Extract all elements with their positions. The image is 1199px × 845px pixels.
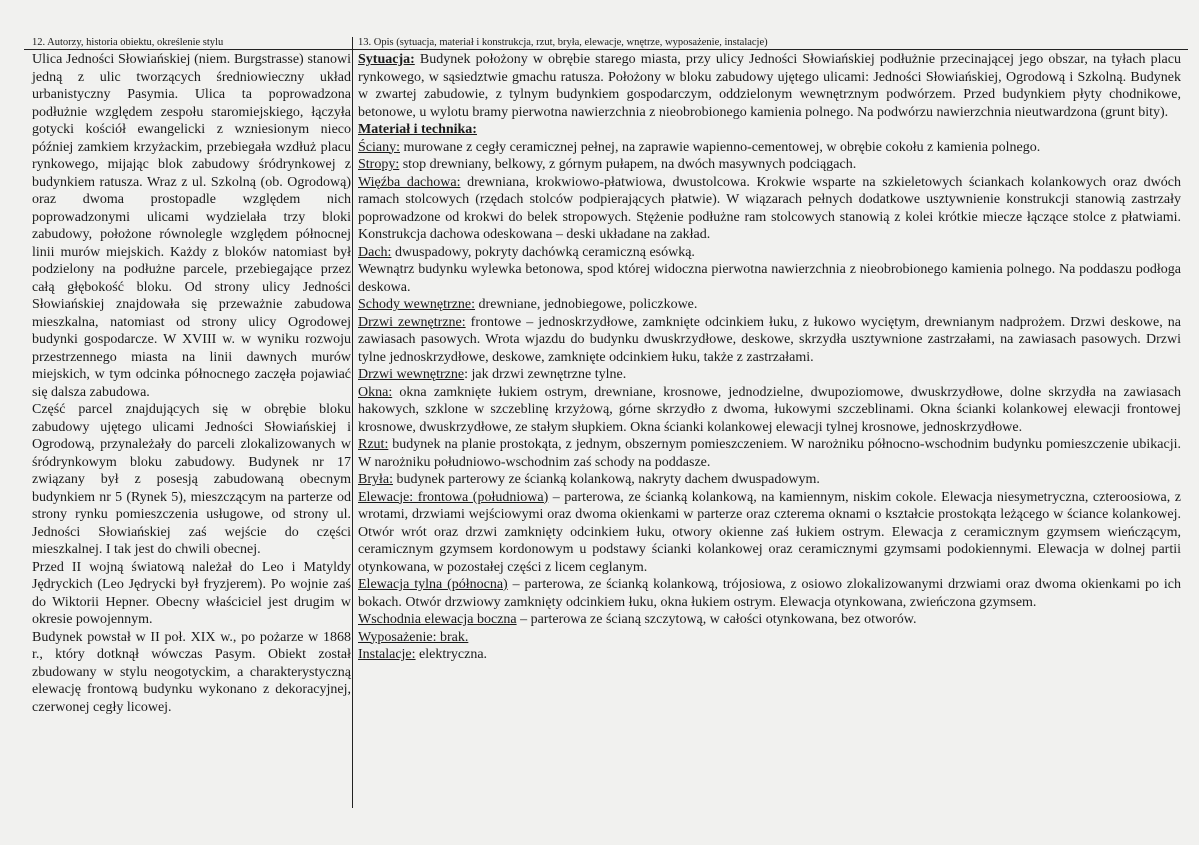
item-text: stop drewniany, belkowy, z górnym pułapem, na dwóch masywnych podciągach. (399, 157, 857, 172)
description-item (358, 646, 1181, 664)
description-item (358, 489, 1181, 577)
description-item (358, 156, 1181, 174)
description-item (358, 244, 1181, 262)
history-body (28, 49, 354, 716)
item-label: Stropy: (358, 157, 400, 172)
item-label: Elewacja tylna (północna) (358, 577, 508, 592)
description-items (358, 139, 1181, 664)
material-heading: Materiał i technika: (358, 122, 477, 137)
item-label: Dach: (358, 244, 392, 260)
item-label: Rzut: (358, 437, 389, 452)
item-label: Drzwi wewnętrzne (358, 367, 465, 382)
item-label: Ściany: (358, 139, 400, 155)
item-text: elektryczna. (415, 647, 488, 662)
situation-text: Budynek położony w obrębie starego miasta, przy ulicy Jedności Słowiańskiej podłużnie przecinającej jego obszar, na tyłach placu rynkowego, w sąsiedztwie gmachu ratusza. Położony w bloku zabudowy ujętego ulicami: Jedności Słowiańskiej, Ogrodową i Szkolną. Budynek w zwartej zabudowie, z tylnym budynkiem gospodarczym, oddzielonym wewnętrznym podwórzem. Przed budynkiem płyty chodnikowe, betonowe, u wylotu bramy pierwotna nawierzchnia z nieobrobionego kamienia polnego. Na podwórzu nawierzchnia nieutwardzona (grunt bity). (358, 52, 1181, 120)
item-label: Instalacje: (358, 647, 416, 662)
history-paragraph: Budynek powstał w II poł. XIX w., po pożarze w 1868 r., który dotknął wówczas Pasym. Obiekt został zbudowany w stylu neogotyckim, a charakterystyczną elewację frontową budynku wykonano z dekoracyjnej, czerwonej cegły licowej. (32, 629, 351, 715)
item-text: dwuspadowy, pokryty dachówką ceramiczną esówką. (391, 244, 695, 260)
item-text: Wewnątrz budynku wylewka betonowa, spod której widoczna pierwotna nawierzchnia z nieobrobionego kamienia polnego. Na poddaszu podłoga deskowa. (358, 262, 1181, 295)
description-item (358, 139, 1181, 157)
form-sheet (24, 37, 1188, 807)
item-label: Bryła: (358, 472, 393, 487)
situation-paragraph (358, 51, 1181, 121)
description-item (358, 471, 1181, 489)
item-label: Schody wewnętrzne: (358, 297, 476, 312)
description-item (358, 366, 1181, 384)
item-text: drewniana, krokwiowo-płatwiowa, dwustolcowa. Krokwie wsparte na szkieletowych ściankach kolankowych oraz dwóch ramach stolcowych (rzędach stolców podpierających płatwie). W wiązarach pełnych dodatkowe usztywnienie konstrukcji stanowią zastrzały poprowadzone od krokwi do belek stropowych. Stężenie podłużne ram stolcowych stanowią z kolei krótkie miecze łączące stolce z płatwiami. Konstrukcja dachowa odeskowana – deski układane na zakład. (358, 174, 1181, 242)
item-label: Okna: (358, 384, 393, 400)
item-label: Więźba dachowa: (358, 174, 461, 190)
item-text: – parterowa, ze ścianką kolankową, trójosiowa, z osiowo zlokalizowanymi drzwiami oraz dwoma okienkami po ich bokach. Otwór drzwiowy zamknięty odcinkiem łuku, okna łukiem ostrym. Elewacja otynkowana, zwieńczona gzymsem. (358, 577, 1182, 610)
item-label: Wyposażenie: brak. (358, 629, 469, 645)
history-paragraph: Przed II wojną światową należał do Leo i Matyldy Jędryckich (Leo Jędrycki był fryzjerem). Po wojnie zaś do Wiktorii Hepner. Obecny właściciel jest drugim w okresie powojennym. (32, 559, 351, 627)
item-text: – parterowa, ze ścianką kolankową, na kamiennym, niskim cokole. Elewacja niesymetryczna, czteroosiowa, z wrotami, drzwiami wejściowymi oraz dwoma okienkami w parterze oraz czterema oknami o kształcie prostokąta leżącego w ściance kolankowej. Otwór wrót oraz drzwi zamknięty odcinkiem łuku, otwory okienne zaś łukiem ostrym. Elewacja z ceramicznym gzymsem wieńczącym, ceramicznym gzymsem kordonowym u podstawy ścianki kolankowej oraz ceramicznymi gzymsami podokiennymi. Elewacja w dolnej partii otynkowana, w pozostałej części z licem ceglanym. (358, 489, 1181, 575)
history-paragraph: Ulica Jedności Słowiańskiej (niem. Burgstrasse) stanowi jedną z ulic tworzących średniowieczny układ urbanistyczny Pasymia. Ulica ta poprowadzona podłużnie względem zespołu staromiejskiego, łączyła gotycki kościół ewangelicki z wzniesionym nieco później zamkiem krzyżackim, przebiegała wzdłuż placu rynkowego, mijając blok zabudowy śródrynkowej z budynkiem ratusza. Wraz z ul. Szkolną (ob. Ogrodową) oraz dwoma prostopadle względem nich poprowadzonymi ulicami wydzielała trzy bloki zabudowy, położone równolegle względem północnej linii murów miejskich. Każdy z bloków natomiast był podzielony na podłużne parcele, przebiegające przez całą głębokość bloku. Od strony ulicy Jedności Słowiańskiej znajdowała się przeważnie zabudowa mieszkalna, natomiast od strony ulicy Ogrodowej budynki gospodarcze. W XVIII w. w wyniku rozwoju przestrzennego miasta na linii dawnych murów miejskich, w tym odcinka północnego zaczęła pojawiać się dalsza zabudowa. (32, 52, 351, 400)
item-text: : jak drzwi zewnętrzne tylne. (464, 367, 627, 382)
item-text: murowane z cegły ceramicznej pełnej, na zaprawie wapienno-cementowej, w obrębie cokołu z kamienia polnego. (400, 139, 1041, 155)
description-item (358, 576, 1181, 611)
description-item (358, 436, 1181, 471)
history-column (28, 37, 354, 716)
description-item (358, 611, 1181, 629)
description-column (354, 37, 1184, 664)
history-header: 12. Autorzy, historia obiektu, określenie stylu (32, 37, 224, 48)
description-body (354, 49, 1184, 664)
item-text: frontowe – jednoskrzydłowe, zamknięte odcinkiem łuku, z łukowo wyciętym, drewnianym nadprożem. Drzwi deskowe, na zawiasach pasowych. Wrota wjazdu do budynku dwuskrzydłowe, deskowe, skrzydła usztywnione zastrzałami, na zawiasach pasowych. Drzwi tylne jednoskrzydłowe, deskowe, zamknięte odcinkiem łuku, także z zastrzałami. (358, 314, 1181, 365)
item-text: budynek na planie prostokąta, z jednym, obszernym pomieszczeniem. W narożniku północno-wschodnim budynku pomieszczenie ubikacji. W narożniku południowo-wschodnim zaś schody na poddasze. (358, 437, 1181, 470)
description-item (358, 314, 1181, 367)
item-text: okna zamknięte łukiem ostrym, drewniane, krosnowe, jednodzielne, dwupoziomowe, dwuskrzydłowe, dolne skrzydła na zawiasach hakowych, szklone w szczeblinę krzyżową, górne skrzydło z dwoma, łukowymi szczeblinami. Okna ścianki kolankowej elewacji frontowej krosnowe, dwuskrzydłowe, ze stałym słupkiem. Okna ścianki kolankowej elewacji tylnej krosnowe, jednoskrzydłowe. (358, 384, 1181, 435)
description-item (358, 174, 1181, 244)
item-text: drewniane, jednobiegowe, policzkowe. (475, 297, 698, 312)
item-text: budynek parterowy ze ścianką kolankową, nakryty dachem dwuspadowym. (393, 472, 820, 487)
item-label: Wschodnia elewacja boczna (358, 612, 517, 627)
description-item (358, 384, 1181, 437)
description-item (358, 296, 1181, 314)
description-header: 13. Opis (sytuacja, materiał i konstrukcja, rzut, bryła, elewacje, wnętrze, wyposażenie, instalacje) (358, 37, 768, 48)
description-item (358, 261, 1181, 296)
description-item (358, 629, 1181, 647)
situation-label: Sytuacja: (358, 52, 415, 67)
item-text: – parterowa ze ścianą szczytową, w całości otynkowana, bez otworów. (516, 612, 917, 627)
history-paragraph: Część parcel znajdujących się w obrębie bloku zabudowy ujętego ulicami Jedności Słowiańskiej i Ogrodową, przynależały do parceli zlokalizowanych w śródrynkowym bloku zabudowy. Budynek nr 17 związany był z posesją zabudowaną obecnym budynkiem nr 5 (Rynek 5), mieszczącym na parterze od strony rynku pomieszczenia usługowe, od strony ul. Jedności Słowiańskiej zaś wejście do części mieszkalnej. I tak jest do chwili obecnej. (32, 402, 351, 557)
item-label: Elewacje: frontowa (południowa) (358, 489, 549, 505)
item-label: Drzwi zewnętrzne: (358, 314, 466, 330)
